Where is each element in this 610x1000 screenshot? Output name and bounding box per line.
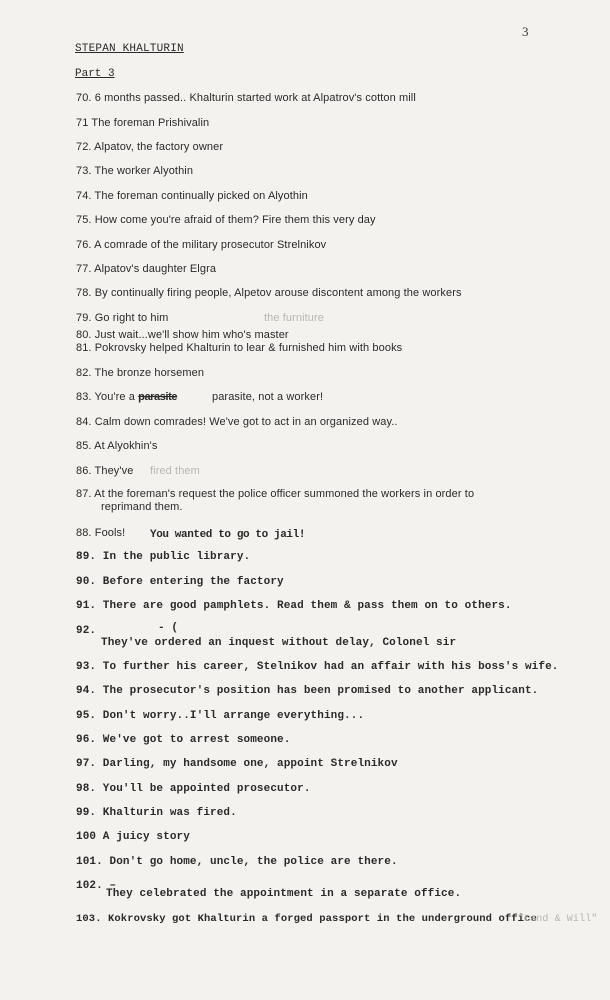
- scene-line-88-end: You wanted to go to jail!: [150, 529, 306, 541]
- scene-line-88: [76, 527, 125, 540]
- scene-line-73: 73. The worker Alyothin: [76, 165, 194, 177]
- scene-line-96: 96. We've got to arrest someone.: [76, 734, 291, 746]
- scene-line-91: 91. There are good pamphlets. Read them & pass them on to others.: [76, 600, 512, 612]
- scene-line-93: 93. To further his career, Stelnikov had an affair with his boss's wife.: [76, 661, 559, 673]
- scene-line-72: 72. Alpatov, the factory owner: [76, 141, 224, 153]
- scene-line-86-faded: fired them: [150, 465, 200, 477]
- scene-line-77: 77. Alpatov's daughter Elgra: [76, 263, 217, 275]
- scene-line-99: 99. Khalturin was fired.: [76, 807, 237, 819]
- scene-line-92: 92.: [76, 625, 97, 637]
- scene-line-74: 74. The foreman continually picked on Alyothin: [76, 190, 308, 202]
- scene-line-79: 79. Go right to him: [76, 312, 169, 324]
- scene-line-85: 85. At Alyokhin's: [76, 440, 158, 452]
- scene-line-86: 86. They've: [76, 465, 134, 477]
- scene-line-92-cont: They've ordered an inquest without delay, Colonel sir: [101, 637, 457, 649]
- scene-line-103: 103. Kokrovsky got Khalturin a forged passport in the underground office: [76, 913, 537, 925]
- scene-line-79-faded: the furniture: [264, 312, 325, 324]
- scene-line-83: [76, 391, 177, 404]
- scene-line-95: 95. Don't worry..I'll arrange everything...: [76, 710, 365, 722]
- scene-line-87-cont: reprimand them.: [101, 501, 183, 513]
- scene-line-88-start: 88. Fools!: [76, 527, 126, 539]
- scene-line-94: 94. The prosecutor's position has been promised to another applicant.: [76, 685, 539, 697]
- script-title: STEPAN KHALTURIN: [75, 43, 184, 55]
- scene-line-89: 89. In the public library.: [76, 551, 251, 563]
- scene-line-100: 100 A juicy story: [76, 831, 190, 843]
- scene-line-70: 70. 6 months passed.. Khalturin started work at Alpatrov's cotton mill: [76, 92, 416, 104]
- scene-line-75: 75. How come you're afraid of them? Fire them this very day: [76, 214, 376, 226]
- scene-line-83-end: parasite, not a worker!: [212, 391, 324, 403]
- scene-line-101: 101. Don't go home, uncle, the police are there.: [76, 856, 398, 868]
- scene-line-87: 87. At the foreman's request the police officer summoned the workers in order to: [76, 488, 475, 500]
- scene-line-76: 76. A comrade of the military prosecutor Strelnikov: [76, 239, 327, 251]
- scene-line-78: 78. By continually firing people, Alpetov arouse discontent among the workers: [76, 287, 462, 299]
- scene-line-92-mark: - (: [158, 622, 179, 634]
- scene-line-103-faded: "Land & Will": [518, 914, 598, 925]
- scene-line-98: 98. You'll be appointed prosecutor.: [76, 783, 311, 795]
- scene-line-102: 102. –: [76, 880, 117, 892]
- scene-line-80: 80. Just wait...we'll show him who's master: [76, 329, 289, 341]
- scene-line-82: 82. The bronze horsemen: [76, 367, 205, 379]
- scene-line-71: 71 The foreman Prishivalin: [76, 117, 210, 129]
- part-heading: Part 3: [75, 68, 115, 80]
- scene-line-90: 90. Before entering the factory: [76, 576, 284, 588]
- scene-line-83-struck: parasite: [138, 391, 178, 403]
- scene-line-102-cont: They celebrated the appointment in a separate office.: [106, 888, 462, 900]
- scene-line-81: 81. Pokrovsky helped Khalturin to lear & furnished him with books: [76, 342, 403, 354]
- page-number: 3: [522, 24, 529, 39]
- scene-line-83-start: 83. You're a: [76, 391, 135, 403]
- scene-line-97: 97. Darling, my handsome one, appoint Strelnikov: [76, 758, 398, 770]
- scene-line-84: 84. Calm down comrades! We've got to act in an organized way..: [76, 416, 398, 428]
